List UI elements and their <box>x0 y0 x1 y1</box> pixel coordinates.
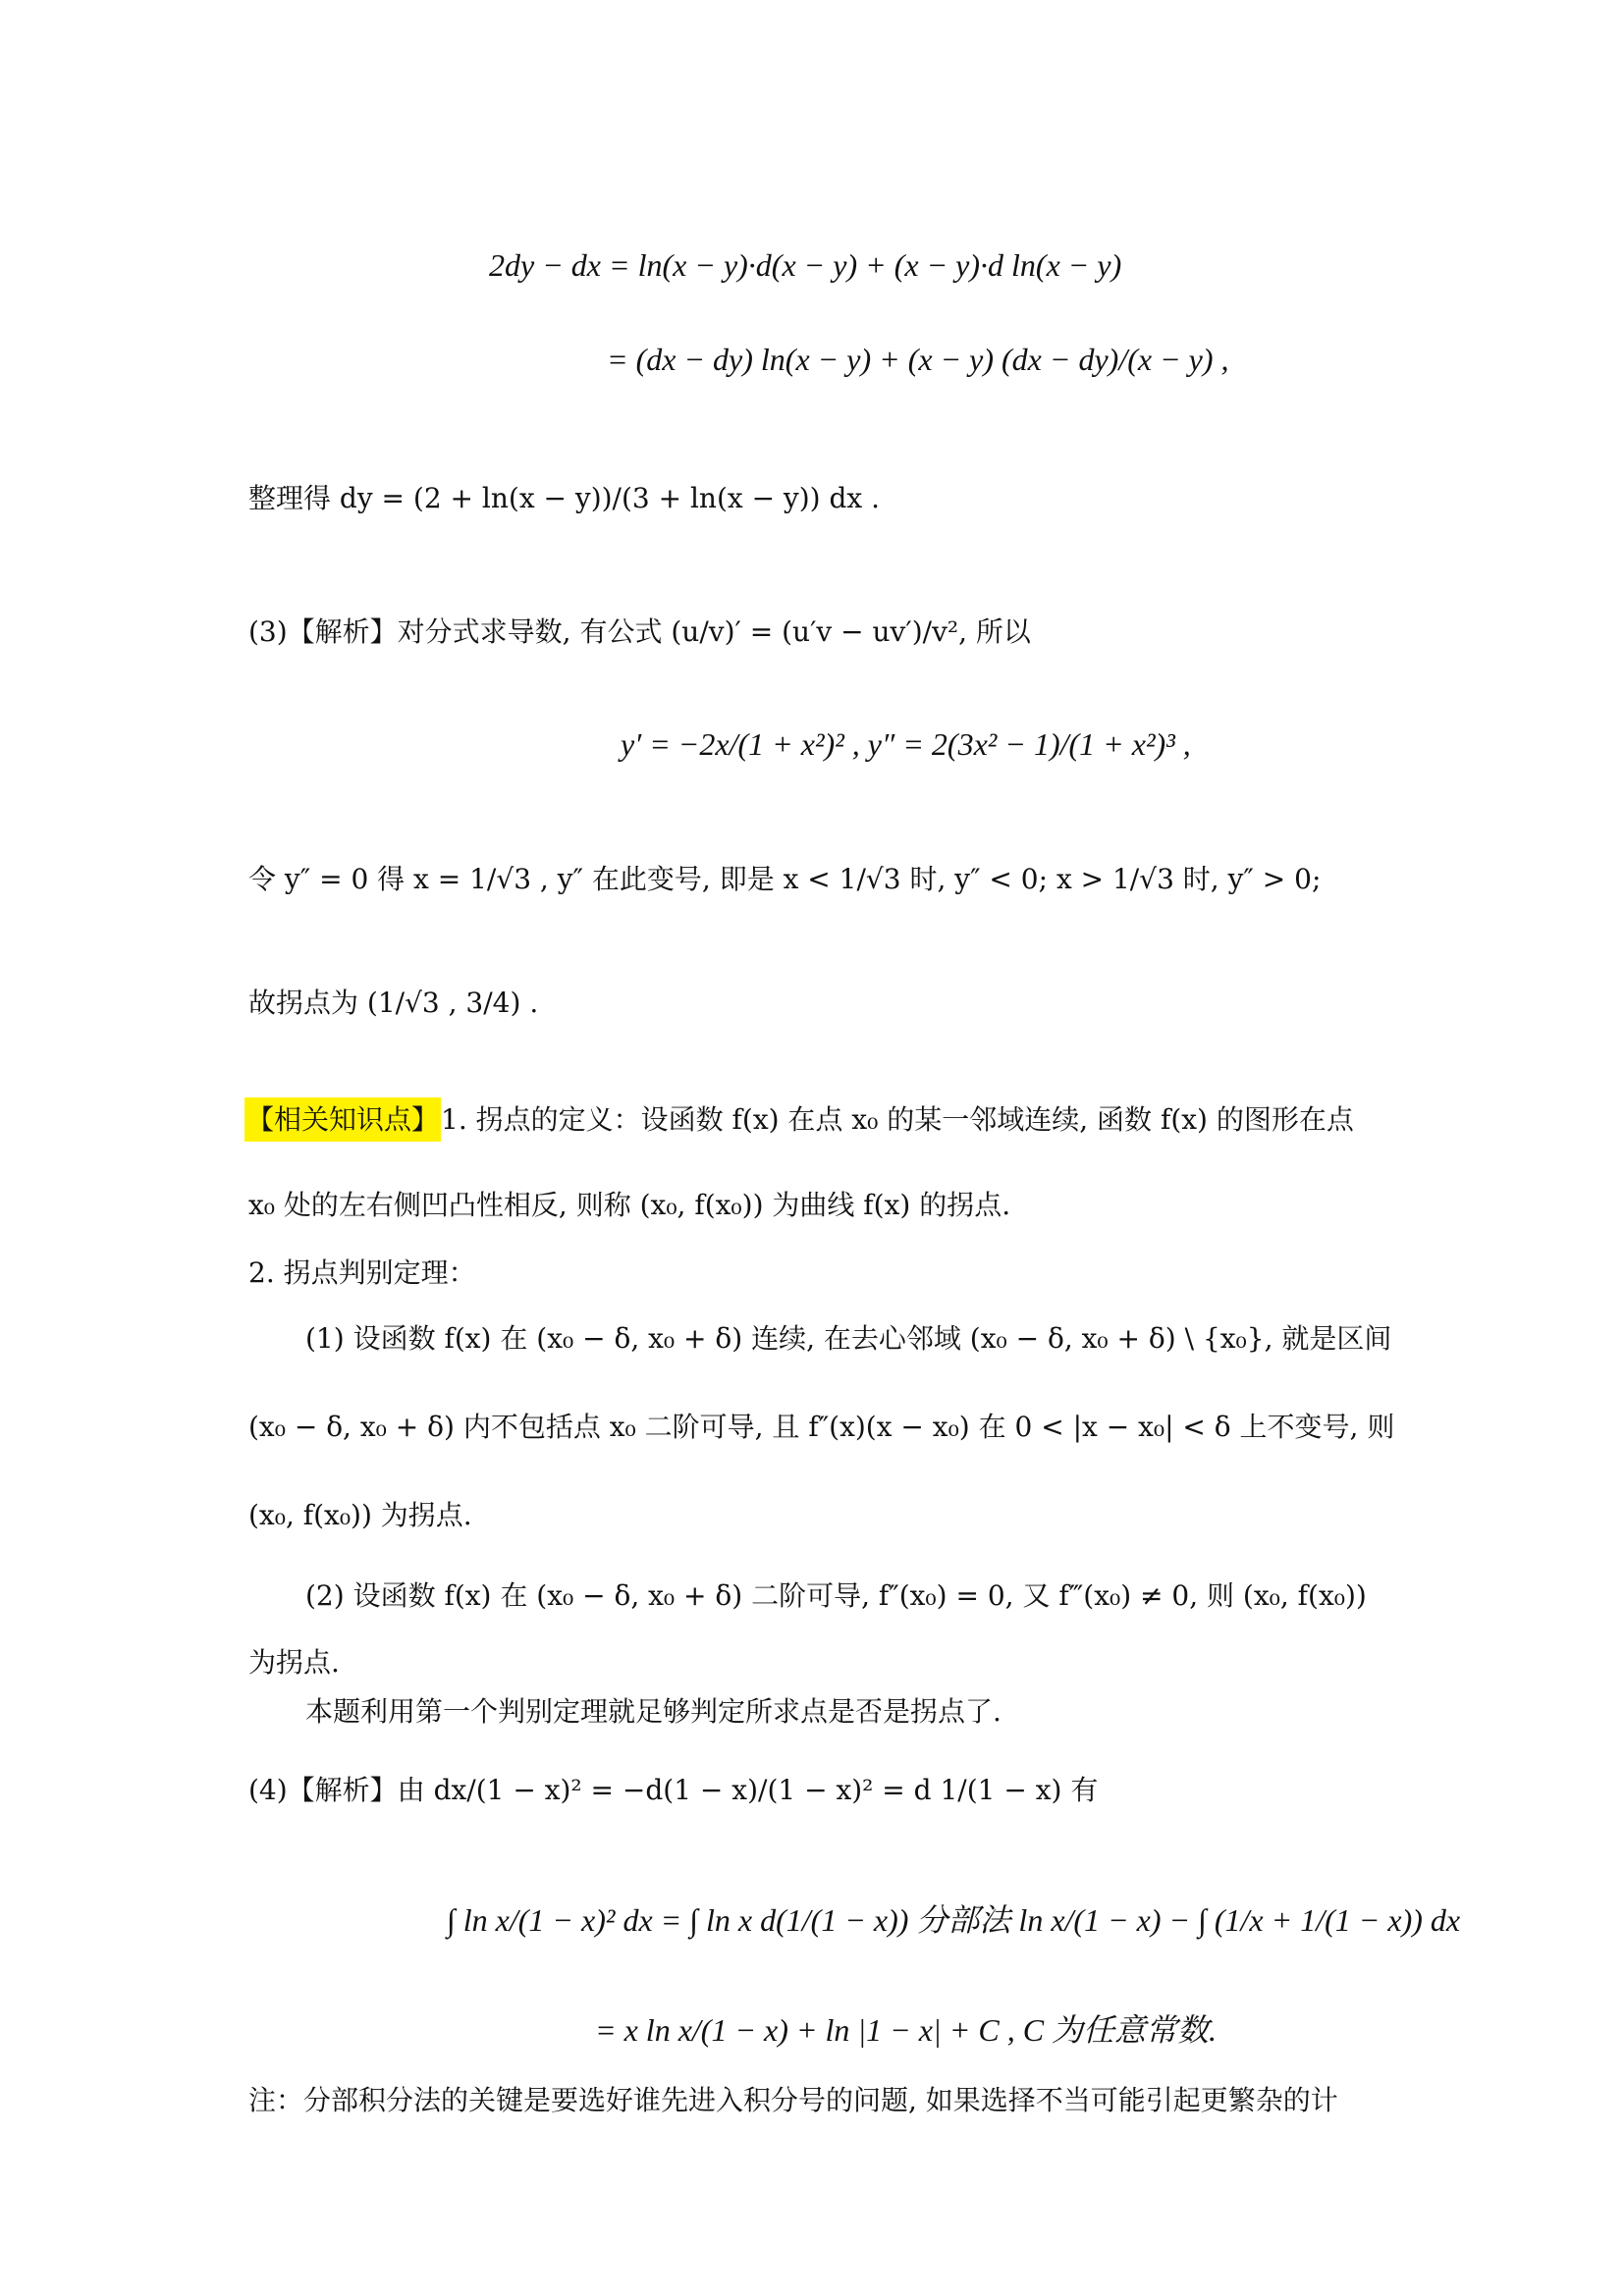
text-criterion2-line1: (2) 设函数 f(x) 在 (x₀ − δ, x₀ + δ) 二阶可导, f″(x₀) = 0, 又 f‴(x₀) ≠ 0, 则 (x₀, f(x₀)) <box>305 1579 1367 1612</box>
text-criterion1-line1: (1) 设函数 f(x) 在 (x₀ − δ, x₀ + δ) 连续, 在去心邻域 (x₀ − δ, x₀ + δ) \ {x₀}, 就是区间 <box>305 1322 1392 1355</box>
text-part3-analysis: (3)【解析】对分式求导数, 有公式 (u/v)′ = (u′v − uv′)/v², 所以 <box>248 615 1031 648</box>
equation-integral-result: = x ln x/(1 − x) + ln |1 − x| + C , C 为任意常数. <box>595 2012 1218 2048</box>
equation-derivatives: y′ = −2x/(1 + x²)² , y″ = 2(3x² − 1)/(1 + x²)³ , <box>621 726 1191 762</box>
text-inflection-definition-continued: x₀ 处的左右侧凹凸性相反, 则称 (x₀, f(x₀)) 为曲线 f(x) 的拐点. <box>248 1189 1011 1221</box>
text-part4-analysis: (4)【解析】由 dx/(1 − x)² = −d(1 − x)/(1 − x)² = d 1/(1 − x) 有 <box>248 1774 1099 1806</box>
related-knowledge-label: 【相关知识点】 <box>244 1097 441 1142</box>
text-set-second-derivative-zero: 令 y″ = 0 得 x = 1/√3 , y″ 在此变号, 即是 x < 1/√3 时, y″ < 0; x > 1/√3 时, y″ > 0; <box>248 863 1322 895</box>
equation-integration-by-parts: ∫ ln x/(1 − x)² dx = ∫ ln x d(1/(1 − x)) 分部法 ln x/(1 − x) − ∫ (1/x + 1/(1 − x)) dx <box>447 1902 1461 1938</box>
text-simplify-result: 整理得 dy = (2 + ln(x − y))/(3 + ln(x − y)) dx . <box>248 482 881 514</box>
text-criterion2-line2: 为拐点. <box>248 1646 340 1679</box>
text-criterion1-line3: (x₀, f(x₀)) 为拐点. <box>248 1499 472 1531</box>
equation-differential: 2dy − dx = ln(x − y)·d(x − y) + (x − y)·d ln(x − y) <box>489 247 1122 283</box>
related-knowledge-line <box>244 1103 1354 1136</box>
text-criteria-heading: 2. 拐点判别定理： <box>248 1256 476 1289</box>
text-note-integration: 注：分部积分法的关键是要选好谁先进入积分号的问题, 如果选择不当可能引起更繁杂的计 <box>248 2084 1338 2116</box>
equation-differential-continued: = (dx − dy) ln(x − y) + (x − y) (dx − dy)/(x − y) , <box>607 342 1229 377</box>
text-inflection-point-result: 故拐点为 (1/√3 , 3/4) . <box>248 987 539 1019</box>
text-criterion1-line2: (x₀ − δ, x₀ + δ) 内不包括点 x₀ 二阶可导, 且 f″(x)(x − x₀) 在 0 < |x − x₀| < δ 上不变号, 则 <box>248 1411 1395 1443</box>
text-note-first-criterion: 本题利用第一个判别定理就足够判定所求点是否是拐点了. <box>305 1695 1001 1728</box>
text-inflection-definition: 1. 拐点的定义：设函数 f(x) 在点 x₀ 的某一邻域连续, 函数 f(x) 的图形在点 <box>441 1103 1354 1136</box>
